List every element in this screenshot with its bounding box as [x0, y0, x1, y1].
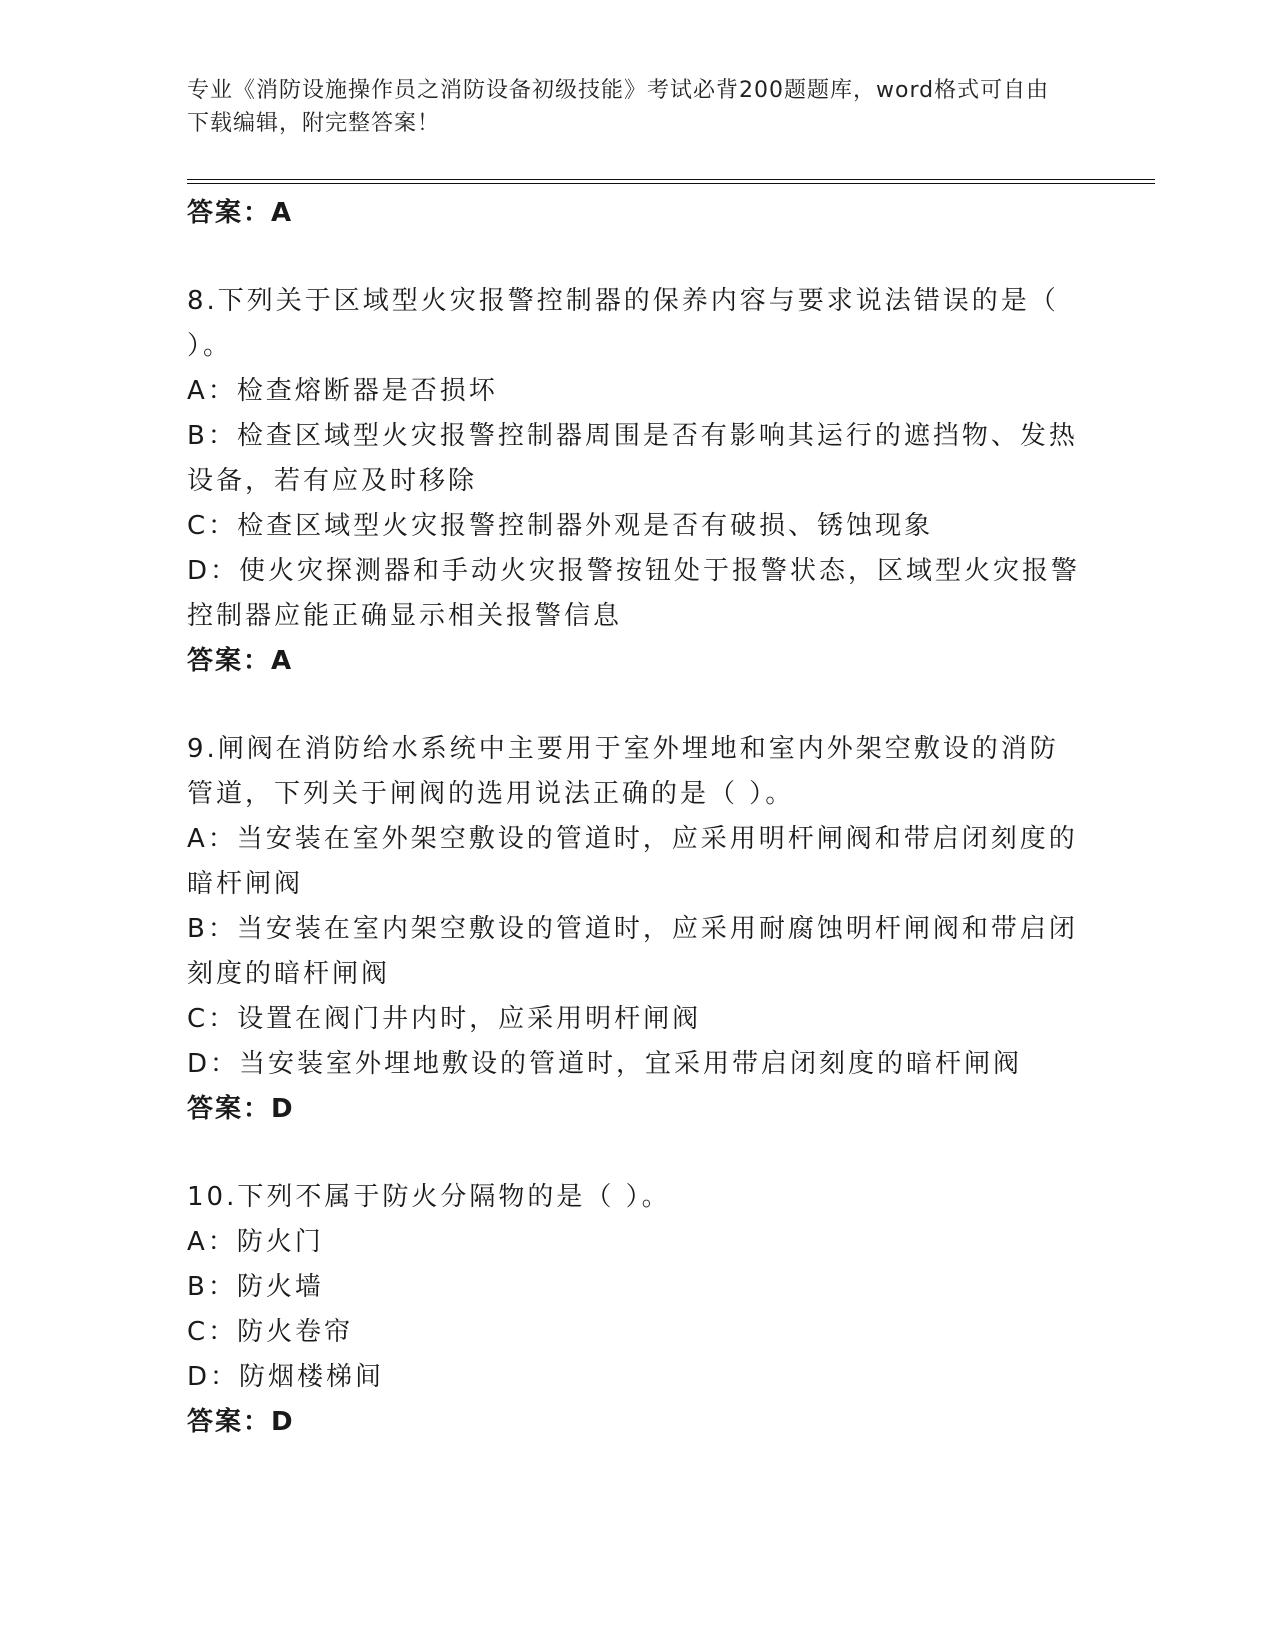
header-rule-bottom [187, 183, 1155, 184]
document-header: 专业《消防设施操作员之消防设备初级技能》考试必背200题题库，word格式可自由下载编辑，附完整答案！ [187, 78, 1050, 136]
answer-line: 答案：A [187, 198, 294, 228]
question-8 [187, 279, 1087, 684]
option-c: C：防火卷帘 [187, 1317, 354, 1347]
option-a: A：防火门 [187, 1227, 324, 1257]
header-rule-top [187, 179, 1155, 180]
option-a: A：检查熔断器是否损坏 [187, 376, 498, 406]
question-stem: 9.闸阀在消防给水系统中主要用于室外埋地和室内外架空敷设的消防管道，下列关于闸阀的选用说法正确的是（ ）。 [187, 734, 1059, 809]
answer-line: 答案：D [187, 1094, 295, 1124]
option-d: D：当安装室外埋地敷设的管道时，宜采用带启闭刻度的暗杆闸阀 [187, 1049, 1023, 1079]
option-c: C：检查区域型火灾报警控制器外观是否有破损、锈蚀现象 [187, 511, 934, 541]
option-d: D：使火灾探测器和手动火灾报警按钮处于报警状态，区域型火灾报警控制器应能正确显示相关报警信息 [187, 556, 1081, 631]
option-b: B：防火墙 [187, 1272, 324, 1302]
question-stem: 10.下列不属于防火分隔物的是（ ）。 [187, 1182, 671, 1212]
answer-line: 答案：A [187, 646, 294, 676]
question-stem: 8.下列关于区域型火灾报警控制器的保养内容与要求说法错误的是（ ）。 [187, 286, 1059, 361]
option-b: B：检查区域型火灾报警控制器周围是否有影响其运行的遮挡物、发热设备，若有应及时移除 [187, 421, 1078, 496]
answer-line: 答案：D [187, 1407, 295, 1437]
question-9 [187, 727, 1087, 1132]
question-10 [187, 1175, 1087, 1445]
option-a: A：当安装在室外架空敷设的管道时，应采用明杆闸阀和带启闭刻度的暗杆闸阀 [187, 824, 1078, 899]
option-c: C：设置在阀门井内时，应采用明杆闸阀 [187, 1004, 702, 1034]
question-list [187, 191, 1087, 1445]
option-d: D：防烟楼梯间 [187, 1362, 385, 1392]
option-b: B：当安装在室内架空敷设的管道时，应采用耐腐蚀明杆闸阀和带启闭刻度的暗杆闸阀 [187, 914, 1078, 989]
